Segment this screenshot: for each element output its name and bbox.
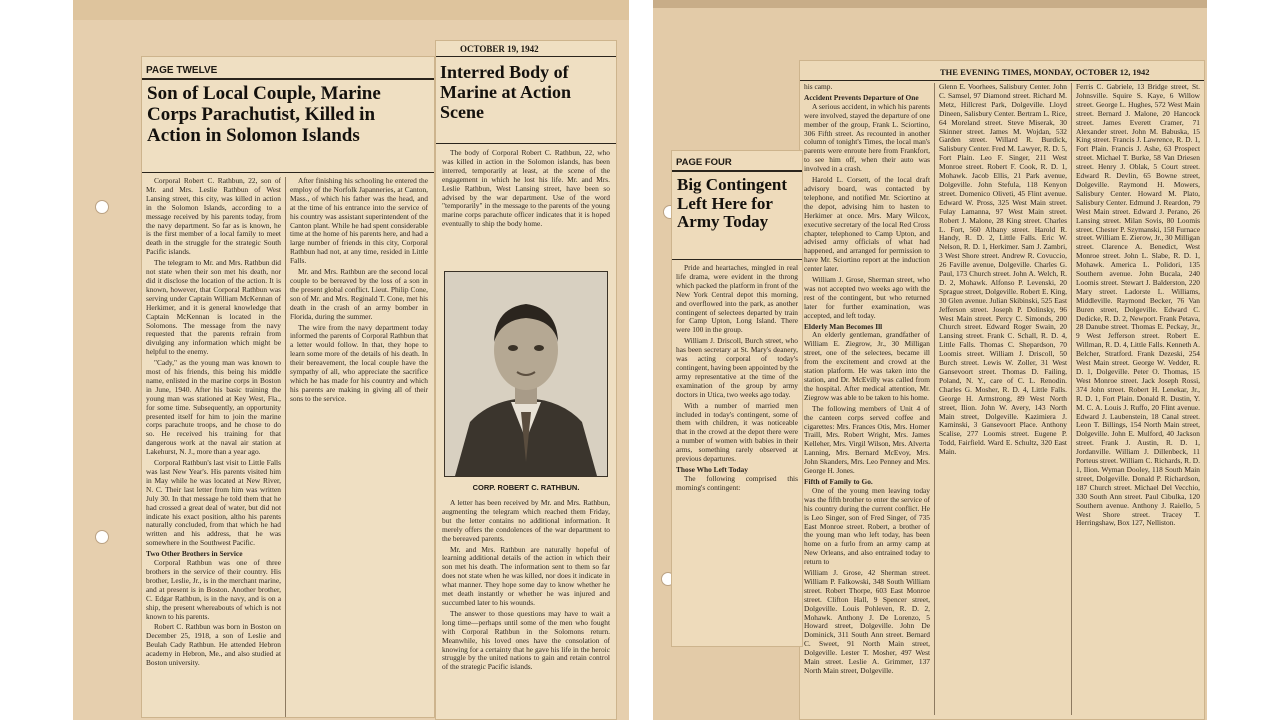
clipping-evening-times bbox=[799, 60, 1205, 720]
binder-hole-top bbox=[95, 200, 109, 214]
headline-interred-body: Interred Body of Marine at Action Scene bbox=[440, 62, 571, 122]
article-column-1: Corporal Robert C. Rathbun, 22, son of Mr. and Mrs. Leslie Rathbun of West Lansing street, this city, was killed in action in the Solomon Islands, according to a message received by his parents today, from the navy department. So far as is known, he is the first member of a local family to meet death in the struggle for the strategic South Pacific islands. The telegram to Mr. and Mrs. Rathbun did not state when their son met his death, nor did it disclose the location of the action. It is known, however, that Corporal Rathbun was serving under Captain William McKennan of Herkimer, and it is general knowledge that Captain McKennan is located in the Solomons. The message from the navy requested that the parents refrain from divulging any information which might be helpful to the enemy. "Cady," as the young man was known to most of his friends, this being his middle name, enlisted in the marine corps in Boston in June, 1940. After his basic training the young man was stationed at Key West, Fla., for some time. Subsequently, an opportunity presented itself for him to join the marine corps parachute troops, and he chose to do so. He received his training for that dangerous work at the naval air station at Lakehurst, N. J., more than a year ago. Corporal Rathbun's last visit to Little Falls was last New Year's. His parents visited him in May while he was located at New River, N. C. Their last letter from him was written July 30. In that message he told them that he had crossed a great deal of water, but did not indicate his exact position, altho his parents naturally concluded, from that which he had written and his address, that he was somewhere in the Southwest Pacific. Two Other Brothers in Service Corporal Rathbun was one of three brothers in the service of their country. His brother, Leslie, Jr., is in the merchant marine, and at present is in Boston. Another brother, C. Edgar Rathbun, is in the navy, and is on a ship, the present whereabouts of which is not known to his parents. Robert C. Rathbun was born in Boston on December 25, 1918, a son of Leslie and Beulah Cady Rathbun. He attended Hebron academy in Hebron, Me., and also studied at Boston university. bbox=[146, 177, 281, 668]
names-column-2: Glenn E. Voorhees, Salisbury Center. John C. Samsel, 97 Diamond street. Richard M. Metz, Hillcrest Park, Dolgeville. Lloyd Dineen, Salisbury Center. Bertram L. Rice, 64 Moreland street. Steve Miserak, 30 Skinner street. James M. Wojdan, 532 Garden street. Willard R. Burdick, Salisbury Center. Fred M. Lawyer, R. D. 5, Fort Plain. Leo F. Singer, 211 West Monroe street. Robert F. Cook, R. D. 1, Mohawk. Jacob Ellis, 21 Park avenue, Dolgeville. John Stefula, 118 Kenyon street. Domenico Oliveti, 45 Flint avenue. Edward W. Pross, 325 West Main street. Fulay Lamanna, 97 West Main street. Robert J. Malone, 28 King street. Charles L. Fort, 560 Albany street. Harold R. Handy, R. D. 2, Little Falls. Eric W. Nelson, R. D. 1, Herkimer. Sam J. Zambri, 3 West Shore street. Andrew R. Covuccio, 26 Faville avenue, Dolgeville. Charles G. Paul, 173 Church street. John A. Welch, R. D. 2, Mohawk. Alfonso P. Levenski, 20 Sprague street, Dolgeville. Robert E. King, 30 Glen avenue. Julian Skibinski, 525 East Jefferson street. Joseph P. Dolinsky, 96 West Main street. Percy C. Simonds, 200 Church street. Edward Roger Swain, 20 Lansing street. Frank C. Schall, R. D. 4, Little Falls. Thomas C. Shepardson, 70 Loomis street. William J. Driscoll, 50 Burch street. Lewis W. Zoller, 31 West Gansevoort street. Thomas D. Failing, Poland, N. Y., care of C. L. Renodin. Charles G. Mosher, R. D. 4, Little Falls. George H. Armstrong, 89 West North street, Ilion. John W. Avery, 143 North Main street, Dolgeville. Kazimiera J. Kaminski, 3 Gansevoort Place. Anthony Scalise, 277 Loomis street. Eugene P. Todd, Fairfield. Ward E. Schultz, 320 East Main. bbox=[939, 83, 1067, 457]
photo-caption: CORP. ROBERT C. RATHBUN. bbox=[472, 483, 580, 492]
right-scrapbook-page bbox=[653, 0, 1207, 720]
article-column-2: After finishing his schooling he entered the employ of the Norfolk Japanneries, at Canton, Mass., of which his father was the head, and at the time of his entrance into the service of his country was assistant superintendent of the Canton plant. While he had spent considerable time at the home of his parents here, and had a large number of friends in this city, Corporal Rathbun had not, at any time, resided in Little Falls. Mr. and Mrs. Rathbun are the second local couple to be bereaved by the loss of a son in the present global conflict. Lieut. Philip Cone, son of Mr. and Mrs. Reginald T. Cone, met his death in the crash of an army bomber in Florida, during the summer. The wire from the navy department today informed the parents of Corporal Rathbun that a letter would follow. In that, they hope to learn some more of the details of his death. In their bereavement, the local couple have the sympathy of all, who appreciate the sacrifice which he has made for his country and which his parents are making in giving all of their sons to the service. bbox=[290, 177, 428, 403]
page-four-label: PAGE FOUR bbox=[676, 157, 732, 168]
masthead: THE EVENING TIMES, MONDAY, OCTOBER 12, 1942 bbox=[940, 67, 1150, 77]
continued-column: his camp. Accident Prevents Departure of One A serious accident, in which his parents were involved, stayed the departure of one member of the group, Frank L. Sciortino, 306 Fifth street. As recounted in another column of tonight's Times, the local man's parents were enroute here from Frankfort, to see him off, when their auto was involved in a crash. Harold L. Corsett, of the local draft advisory board, was contacted by telephone, and notified Mr. Sciortino at the depot, advising him to hasten to Herkimer at once. Mrs. Mary Wilcox, executive secretary of the local Red Cross chapter, telephoned to Camp Upton, and advised army officials of what had happened, and arranged for permission to have Mr. Sciortino report at the induction center later. William J. Grose, Sherman street, who was not accepted two weeks ago with the rest of the contingent, but who returned later for further examination, was accepted, and left today. Elderly Man Becomes Ill An elderly gentleman, grandfather of William E. Ziegrow, Jr., 30 Milligan street, one of the selectees, became ill from the excitement and crowd at the station platform. He was taken into the station, and Dr. McEvilly was called from the hospital. After medical attention, Mr. Ziegrow was able to be taken to his home. The following members of Unit 4 of the canteen corps served coffee and cigarettes: Mrs. Frances Otis, Mrs. Homer Traill, Mrs. Robert Wright, Mrs. James Kelleher, Mrs. Virgil Wilson, Mrs. Alverta Lanning, Mrs. Bernard McEvoy, Mrs. John Skanders, Mrs. Leo Penney and Mrs. George H. Jones. Fifth of Family to Go. One of the young men leaving today was the fifth brother to enter the service of his country during the current conflict. He is Leo Singer, son of Fred Singer, of 735 East Monroe street. Robert, a brother of the young man who left today, has been home on a furlo from an army camp at New Orleans, and also entrained today to return to William J. Grose, 42 Sherman street. William P. Falkowski, 348 South William street. Robert Thorpe, 603 East Monroe street. Clifton Hall, 9 Spencer street, Dolgeville. Louis Pohleven, R. D. 2, Mohawk. Anthony J. De Lorenzo, 5 Howard street, Dolgeville. John De Dominick, 311 South Ann street. Bernard C. Sweet, 91 North Main street, Dolgeville. Lester T. Mosher, 497 West Main street. Leslie A. Grimmer, 137 North Main street, Dolgeville. bbox=[804, 83, 930, 675]
dateline: OCTOBER 19, 1942 bbox=[460, 44, 539, 54]
page-label: PAGE TWELVE bbox=[146, 65, 218, 76]
binder-hole-bottom bbox=[95, 530, 109, 544]
portrait-photo bbox=[444, 271, 608, 477]
interred-column-lead: The body of Corporal Robert C. Rathbun, 22, who was killed in action in the Solomon islands, has been interred, temporarily at least, at the scene of the engagement in which he lost his life. Mr. and Mrs. Leslie Rathbun, West Lansing street, have been so advised by the war department. Use of the word "temporarily" in the message to the parents of the young marine corps parachute officer indicates that it is hoped eventually to ship the body home. bbox=[442, 149, 610, 229]
left-scrapbook-page bbox=[73, 0, 629, 720]
clipping-interred-body bbox=[435, 40, 617, 720]
subhead-two-brothers: Two Other Brothers in Service bbox=[146, 549, 243, 559]
big-contingent-article: Pride and heartaches, mingled in real life drama, were evident in the throng which packed the platform in front of the New York Central depot this morning, and overflowed into the park, as another contingent of selectees departed by train for Camp Upton, Long Island. There were 100 in the group. William J. Driscoll, Burch street, who has been secretary at St. Mary's deanery, was acting corporal of today's contingent, having been appointed by the army representative at the time of the examination of the group by army doctors in Utica, two weeks ago today. With a number of married men included in today's contingent, some of them with children, it was noticeable that in the crowd at the depot there were a number of women with babies in their arms, something rarely observed at previous departures. Those Who Left Today The following comprised this morning's contingent: bbox=[676, 264, 798, 492]
headline: Son of Local Couple, Marine Corps Parachutist, Killed in Action in Solomon Islands bbox=[147, 83, 381, 146]
headline-big-contingent: Big Contingent Left Here for Army Today bbox=[677, 175, 788, 232]
clipping-big-contingent bbox=[671, 150, 803, 647]
portrait-image bbox=[445, 272, 607, 476]
clipping-son-of-local-couple bbox=[141, 56, 435, 718]
interred-column-body: A letter has been received by Mr. and Mrs. Rathbun, augmenting the telegram which reached them Friday, but the letter contains no additional information. It merely offers the condolences of the war department to the bereaved parents. Mr. and Mrs. Rathbun are naturally hopeful of learning additional details of the action in which their son met his death. The information sent to them so far does not state when he was killed, nor does it indicate in what manner. They hope some day to know whether he met death instantly or whether he was injured and succumbed later to his wounds. The answer to those questions may have to wait a long time—perhaps until some of the men who fought with Corporal Rathbun in the Solomons return. Meanwhile, his loved ones have the consolation of knowing for a certainty that he gave his life in the heroic struggle by the united nations to gain and retain control of the strategic Pacific islands. bbox=[442, 499, 610, 672]
names-column-3: Ferris C. Gabriele, 13 Bridge street, St. Johnsville. Squire S. Kaye, 6 Willow street. George L. Hughes, 572 West Main street. Bernard J. Malone, 20 Hancock street. James Everett Cramer, 71 Alexander street. John M. Babuska, 15 King street. Francis J. Lawrence, R. D. 1, Fort Plain. Francis J. Ashe, 63 Prospect street. Michael T. Burke, 58 Van Driesen street. Henry J. Oblak, 5 Court street. Edward R. Devlin, 65 Bowne street, Dolgeville. Raymond H. Mowers, Salisbury Center. Howard M. Plato, Salisbury Center. Edmund J. Reardon, 79 West Main street. Edward J. Perano, 26 Lansing street. Milan Sovis, 80 Loomis street. Chester P. Szymanski, 158 Furnace street. William E. Zierow, Jr., 30 Milligan street. Clarence A. Benedict, West Monroe street. John L. Slabe, R. D. 1, Mohawk. America L. Polidori, 135 Southern avenue. John Bucala, 240 Loomis street. Stewart J. Balderston, 220 Mary street. Ladorste L. Williams, Middleville. Raymond Becker, 76 Van Buren street, Dolgeville. Edward C. Dedicke, R. D. 2, Newport. Frank Petava, 28 Danube street. Thomas E. Peckay, Jr., 9 West Jefferson street. Robert E. Willman, R. D. 4, Little Falls. Kenneth A. Belcher, Stratford. Frank Dezeski, 254 West Main street. George W. Vedder, R. D. 1, Dolgeville. Peter O. Thomas, 15 West Monroe street. Jack Joseph Rossi, 374 John street. Robert H. Lenekar, Jr., R. D. 1, Fort Plain. Donald R. Dustin, Y. M. C. A. Louis J. Ruffo, 20 Flint avenue. Edward J. Laubenstein, 18 Canal street. Leon T. Billings, 154 North Main street, Dolgeville. John E. Mulford, 40 Jackson street. Frank J. Austin, R. D. 1, Jordanville. William J. Dillenbeck, 11 Porteus street. William C. Richards, R. D. 1, Ilion. Wyman Dooley, 118 South Main street, Dolgeville. Donald P. Richardson, 187 Church street. Michael Del Vecchio, 330 South Ann street. Paul Cibulka, 120 Southern avenue. Anthony J. Raiello, 5 West Shore street. Tracey T. Herringshaw, Box 127, Nelliston. bbox=[1076, 83, 1200, 528]
